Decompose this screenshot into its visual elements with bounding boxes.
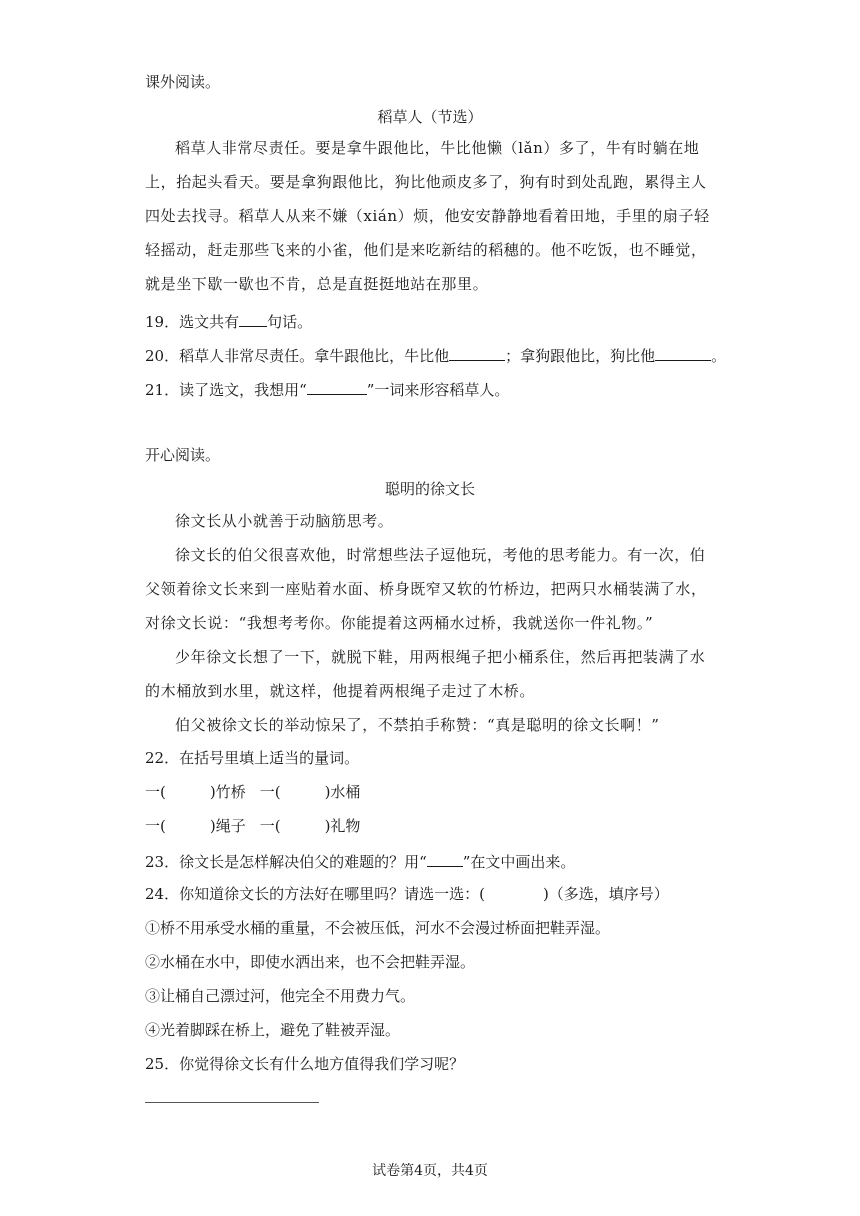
question-22-row-1 <box>145 782 360 802</box>
q24-option-4: ④光着脚踩在桥上，避免了鞋被弄湿。 <box>145 1021 401 1039</box>
section1-passage: 稻草人非常尽责任。要是拿牛跟他比，牛比他懒（lǎn）多了，牛有时躺在地上，抬起头看天。要是拿狗跟他比，狗比他顽皮多了，狗有时到处乱跑，累得主人四处去找寻。稻草人从来不嫌（xián）烦，他安安静静地看着田地，手里的扇子轻轻摇动，赶走那些飞来的小雀，他们是来吃新结的稻穗的。他不吃饭，也不睡觉，就是坐下歇一歇也不肯，总是直挺挺地站在那里。 <box>145 139 710 293</box>
question-24 <box>145 884 669 904</box>
question-19 <box>145 310 312 332</box>
section1-title: 稻草人（节选） <box>377 108 483 126</box>
section2-title: 聪明的徐文长 <box>384 480 475 498</box>
q19-text-a: 19．选文共有 <box>145 313 240 331</box>
section2-para-3: 少年徐文长想了一下，就脱下鞋，用两根绳子把小桶系住，然后再把装满了水的木桶放到水里，就这样，他提着两根绳子走过了木桥。 <box>145 648 706 700</box>
question-21 <box>145 378 509 400</box>
question-23 <box>145 850 575 872</box>
q20-text-c: 。 <box>711 347 727 365</box>
question-20 <box>145 344 726 366</box>
q20-text-a: 20．稻草人非常尽责任。拿牛跟他比，牛比他 <box>145 347 450 365</box>
q22-word-rope: )绳子 <box>209 817 246 835</box>
question-22: 22．在括号里填上适当的量词。 <box>145 749 360 767</box>
section2-para-4: 伯父被徐文长的举动惊呆了，不禁拍手称赞：“真是聪明的徐文长啊！” <box>175 716 660 734</box>
q24-option-1: ①桥不用承受水桶的重量，不会被压低，河水不会漫过桥面把鞋弄湿。 <box>145 919 611 937</box>
q21-text-b: ”一词来形容稻草人。 <box>366 381 510 399</box>
q22-paren-open: 一( <box>259 783 281 801</box>
q21-blank[interactable] <box>307 378 367 395</box>
q22-paren-open: 一( <box>259 817 281 835</box>
q23-text-b: ”在文中画出来。 <box>462 853 576 871</box>
q24-text-a: 24．你知道徐文长的方法好在哪里吗？请选一选：( <box>145 885 485 903</box>
q23-underline-sample <box>427 850 463 867</box>
section2-para-2: 徐文长的伯父很喜欢他，时常想些法子逗他玩，考他的思考能力。有一次，伯父领着徐文长来到一座贴着水面、桥身既窄又软的竹桥边，把两只水桶装满了水，对徐文长说：“我想考考你。你能提着这两桶水过桥，我就送你一件礼物。” <box>145 546 707 632</box>
q24-text-b: )（多选，填序号） <box>542 885 669 903</box>
q20-text-b: ；拿狗跟他比，狗比他 <box>505 347 656 365</box>
q20-blank-1[interactable] <box>449 344 505 361</box>
q21-text-a: 21．读了选文，我想用“ <box>145 381 307 399</box>
q22-paren-open: 一( <box>145 817 166 835</box>
page-footer: 试卷第4页，共4页 <box>372 1163 488 1179</box>
q24-option-2: ②水桶在水中，即使水洒出来，也不会把鞋弄湿。 <box>145 953 476 971</box>
q25-answer-line[interactable] <box>145 1102 319 1103</box>
q22-word-gift: )礼物 <box>324 817 361 835</box>
q19-text-b: 句话。 <box>267 313 313 331</box>
q20-blank-2[interactable] <box>655 344 711 361</box>
q24-option-3: ③让桶自己漂过河，他完全不用费力气。 <box>145 987 416 1005</box>
q22-word-bridge: )竹桥 <box>209 783 246 801</box>
q23-text-a: 23．徐文长是怎样解决伯父的难题的？用“ <box>145 853 427 871</box>
q19-blank[interactable] <box>239 310 267 327</box>
q22-word-bucket: )水桶 <box>324 783 361 801</box>
q22-paren-open: 一( <box>145 783 166 801</box>
section1-heading: 课外阅读。 <box>145 73 221 91</box>
question-25: 25．你觉得徐文长有什么地方值得我们学习呢？ <box>145 1055 465 1073</box>
section2-para-1: 徐文长从小就善于动脑筋思考。 <box>175 512 394 530</box>
section2-heading: 开心阅读。 <box>145 446 221 464</box>
question-22-row-2 <box>145 816 360 836</box>
